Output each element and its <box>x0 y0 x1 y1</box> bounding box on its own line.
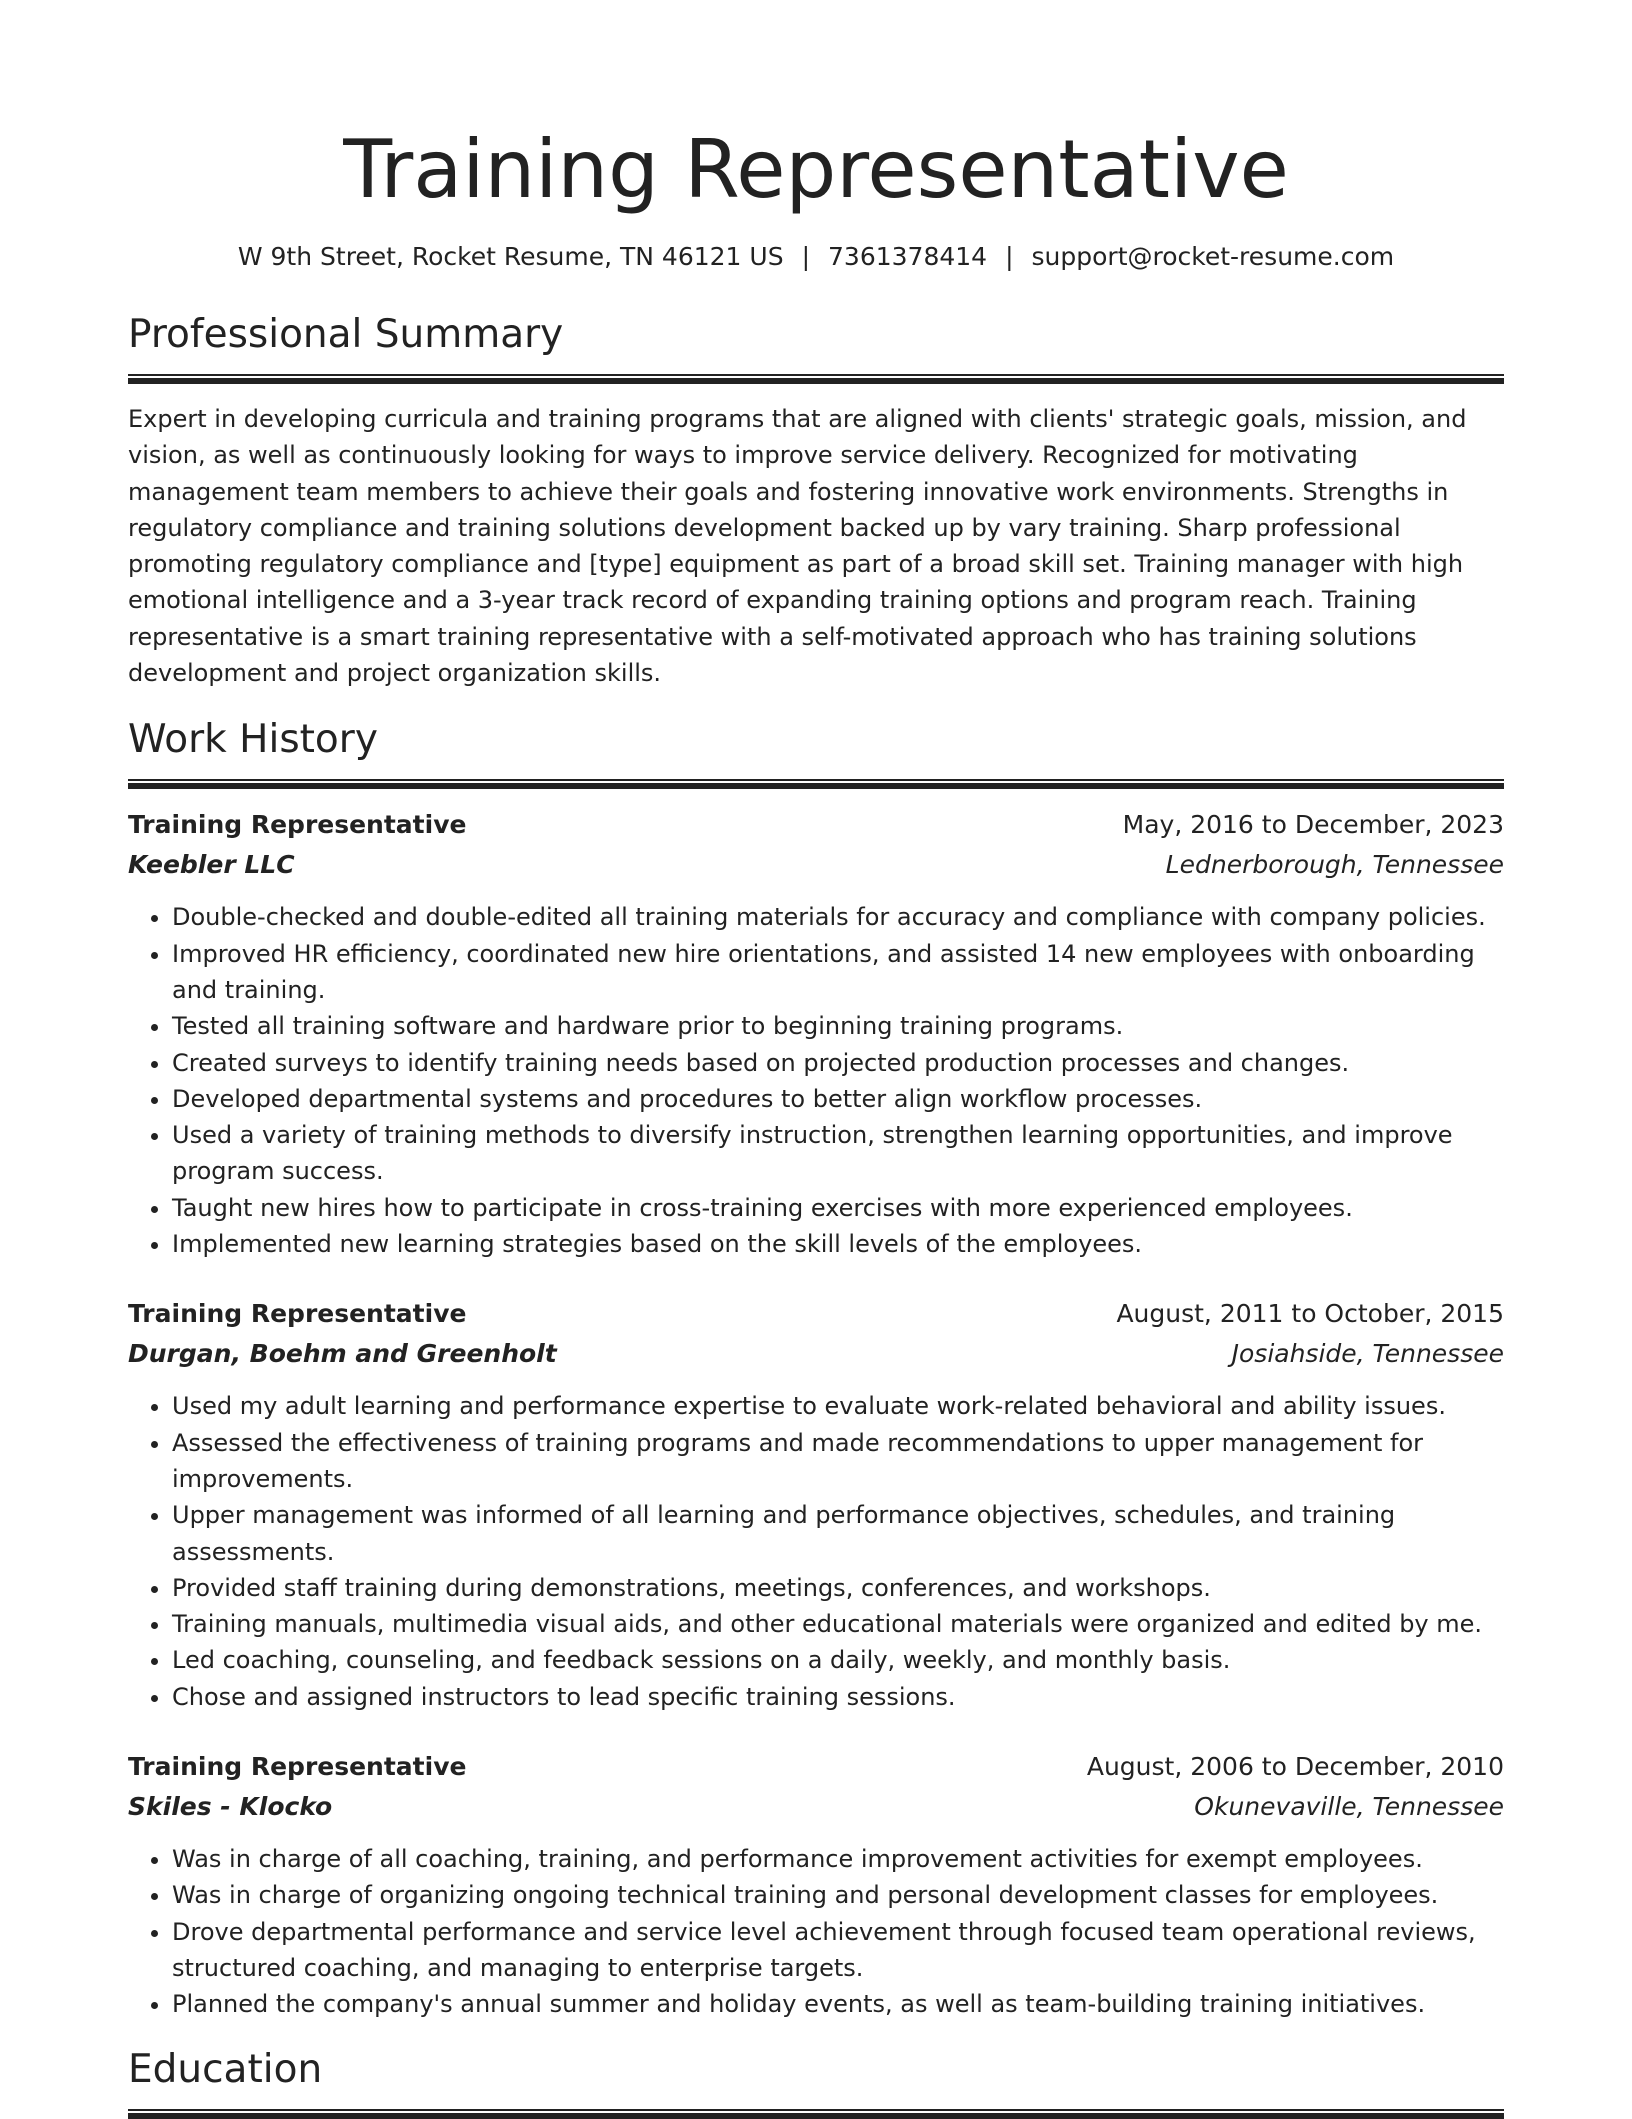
contact-phone: 7361378414 <box>828 242 988 271</box>
section-heading-education: Education <box>128 2046 323 2092</box>
job-bullet: • Improved HR efficiency, coordinated new hire orientations, and assisted 14 new employees with onboarding and training. <box>172 936 1504 1009</box>
job-bullet: • Implemented new learning strategies based on the skill levels of the employees. <box>172 1226 1504 1262</box>
job-bullet: • Assessed the effectiveness of training programs and made recommendations to upper management for improvements. <box>172 1425 1504 1498</box>
job-title: Training Representative <box>128 1299 467 1329</box>
job-bullets <box>128 1841 1504 2022</box>
section-divider <box>128 374 1504 384</box>
job-title: Training Representative <box>128 810 467 840</box>
job-bullet: • Used my adult learning and performance expertise to evaluate work-related behavioral and ability issues. <box>172 1388 1504 1424</box>
contact-line <box>128 240 1504 274</box>
job-bullet: • Tested all training software and hardware prior to beginning training programs. <box>172 1008 1504 1044</box>
section-divider <box>128 779 1504 789</box>
job-dates: August, 2006 to December, 2010 <box>1086 1752 1504 1782</box>
job-header-row <box>128 1747 1504 1787</box>
job-company: Durgan, Boehm and Greenholt <box>128 1339 557 1369</box>
job-dates: August, 2011 to October, 2015 <box>1116 1299 1504 1329</box>
job-title: Training Representative <box>128 1752 467 1782</box>
contact-separator: | <box>801 242 811 271</box>
job-bullet: • Was in charge of organizing ongoing technical training and personal development classes for employees. <box>172 1877 1504 1913</box>
job-bullet: • Chose and assigned instructors to lead specific training sessions. <box>172 1679 1504 1715</box>
summary-text: Expert in developing curricula and training programs that are aligned with clients' strategic goals, mission, and vision, as well as continuously looking for ways to improve service delivery. Recognized for motivating management team members to achieve their goals and fostering innovative work environments. Strengths in regulatory compliance and training solutions development backed up by vary training. Sharp professional promoting regulatory compliance and [type] equipment as part of a broad skill set. Training manager with high emotional intelligence and a 3-year track record of expanding training options and program reach. Training representative is a smart training representative with a self-motivated approach who has training solutions development and project organization skills. <box>128 405 1467 688</box>
contact-address: W 9th Street, Rocket Resume, TN 46121 US <box>237 242 784 271</box>
section-divider <box>128 2109 1504 2119</box>
job-bullet: • Upper management was informed of all learning and performance objectives, schedules, and training assessments. <box>172 1497 1504 1570</box>
job-entry <box>128 805 1504 1262</box>
section-heading-work: Work History <box>128 717 378 763</box>
job-bullet: • Used a variety of training methods to diversify instruction, strengthen learning opportunities, and improve program success. <box>172 1117 1504 1190</box>
job-bullet: • Provided staff training during demonstrations, meetings, conferences, and workshops. <box>172 1570 1504 1606</box>
job-bullet: • Led coaching, counseling, and feedback sessions on a daily, weekly, and monthly basis. <box>172 1642 1504 1678</box>
job-sub-row <box>128 845 1504 885</box>
resume-name: Training Representative <box>343 123 1289 216</box>
job-sub-row <box>128 1334 1504 1374</box>
job-bullet: • Developed departmental systems and procedures to better align workflow processes. <box>172 1081 1504 1117</box>
section-heading-summary: Professional Summary <box>128 312 564 357</box>
job-bullet: • Was in charge of all coaching, training, and performance improvement activities for exempt employees. <box>172 1841 1504 1877</box>
job-dates: May, 2016 to December, 2023 <box>1122 810 1504 840</box>
job-sub-row <box>128 1787 1504 1827</box>
job-bullet: • Taught new hires how to participate in cross-training exercises with more experienced employees. <box>172 1190 1504 1226</box>
job-bullet: • Training manuals, multimedia visual aids, and other educational materials were organized and edited by me. <box>172 1606 1504 1642</box>
job-header-row <box>128 1294 1504 1334</box>
contact-email: support@rocket-resume.com <box>1031 242 1395 271</box>
job-location: Josiahside, Tennessee <box>1231 1339 1504 1369</box>
job-entry <box>128 1294 1504 1715</box>
job-bullets <box>128 899 1504 1262</box>
job-bullet: • Created surveys to identify training needs based on projected production processes and changes. <box>172 1045 1504 1081</box>
job-bullet: • Drove departmental performance and service level achievement through focused team operational reviews, structured coaching, and managing to enterprise targets. <box>172 1914 1504 1987</box>
job-location: Okunevaville, Tennessee <box>1194 1792 1504 1822</box>
job-entry <box>128 1747 1504 2022</box>
job-bullets <box>128 1388 1504 1715</box>
job-bullet: • Double-checked and double-edited all training materials for accuracy and compliance with company policies. <box>172 899 1504 935</box>
contact-separator: | <box>1005 242 1014 271</box>
job-location: Lednerborough, Tennessee <box>1165 850 1504 880</box>
job-company: Skiles - Klocko <box>128 1792 333 1822</box>
job-company: Keebler LLC <box>128 850 295 880</box>
job-bullet: • Planned the company's annual summer and holiday events, as well as team-building training initiatives. <box>172 1986 1504 2022</box>
job-header-row <box>128 805 1504 845</box>
